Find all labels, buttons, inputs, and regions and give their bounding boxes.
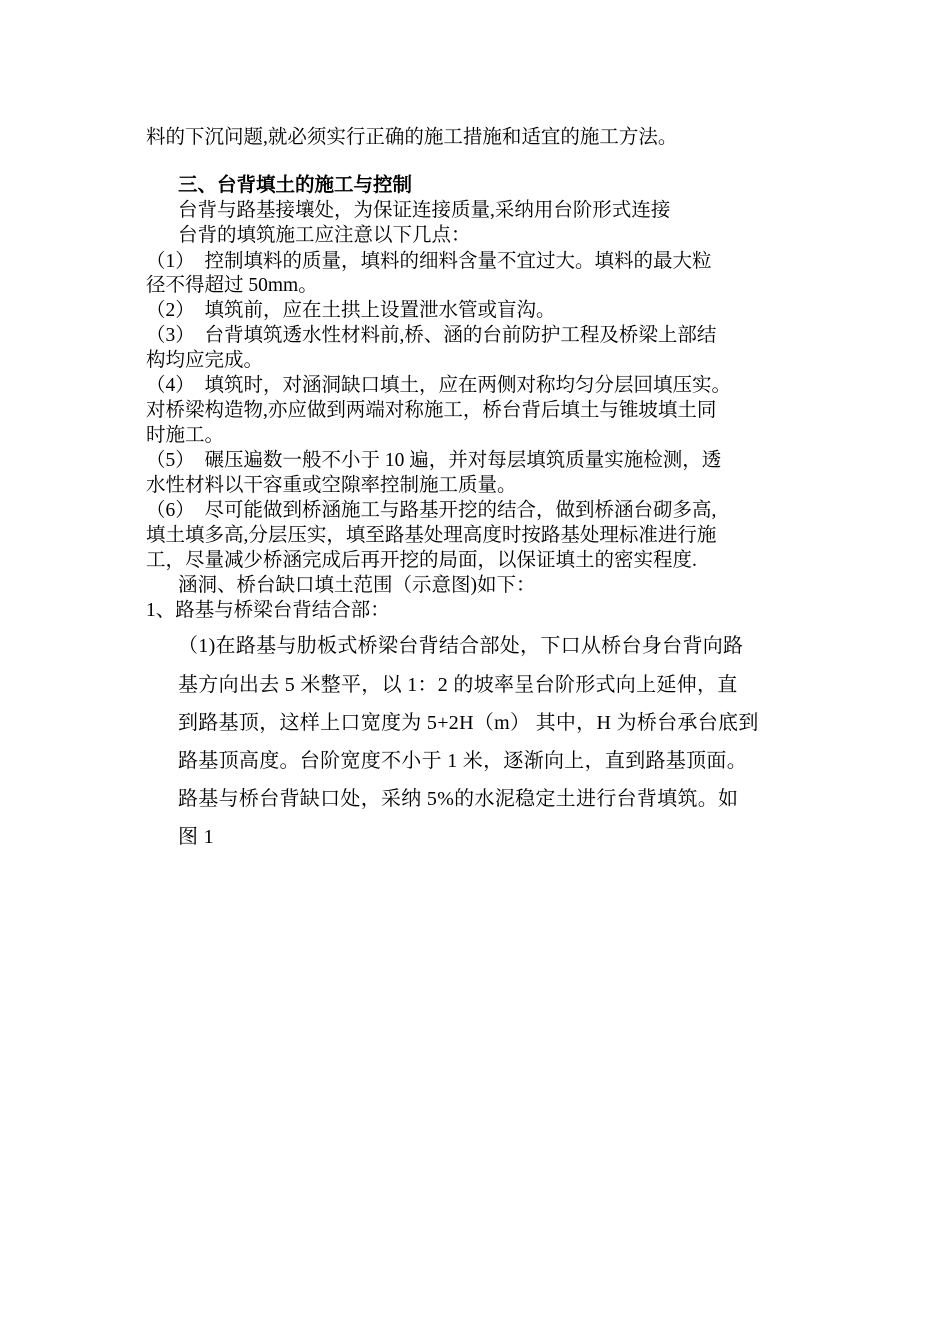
list-item-1: （1） 控制填料的质量，填料的细料含量不宜过大。填料的最大粒 xyxy=(146,251,712,272)
list-item-6-continuation: 工，尽量减少桥涵完成后再开挖的局面，以保证填土的密实程度. xyxy=(146,550,697,571)
figure-intro-line: 涵洞、桥台缺口填土范围（示意图)如下： xyxy=(178,575,536,596)
list-item-4-continuation: 时施工。 xyxy=(146,425,225,446)
paragraph-continuation: 料的下沉问题,就必须实行正确的施工措施和适宜的施工方法。 xyxy=(146,127,678,148)
list-item-6: （6） 尽可能做到桥涵施工与路基开挖的结合，做到桥涵台砌多高, xyxy=(146,500,717,521)
detail-paragraph-line: 路基与桥台背缺口处，采纳 5%的水泥稳定土进行台背填筑。如 xyxy=(178,788,739,810)
section-heading: 三、台背填土的施工与控制 xyxy=(178,175,413,196)
list-item-3: （3） 台背填筑透水性材料前,桥、涵的台前防护工程及桥梁上部结 xyxy=(146,325,717,346)
list-item-4: （4） 填筑时，对涵洞缺口填土，应在两侧对称均匀分层回填压实。 xyxy=(146,375,732,396)
intro-line: 台背与路基接壤处，为保证连接质量,采纳用台阶形式连接 xyxy=(178,200,671,221)
figure-reference: 图 1 xyxy=(178,826,214,848)
list-item-5-continuation: 水性材料以干容重或空隙率控制施工质量。 xyxy=(146,475,517,496)
list-item-3-continuation: 构均应完成。 xyxy=(146,350,264,371)
list-item-6-continuation: 填土填多高,分层压实，填至路基处理高度时按路基处理标准进行施 xyxy=(146,525,717,546)
detail-paragraph-line: 到路基顶，这样上口宽度为 5+2H（m） 其中，H 为桥台承台底到 xyxy=(178,712,759,734)
list-item-2: （2） 填筑前，应在土拱上设置泄水管或盲沟。 xyxy=(146,300,556,321)
intro-line: 台背的填筑施工应注意以下几点： xyxy=(178,225,471,246)
list-item-5: （5） 碾压遍数一般不小于 10 遍，并对每层填筑质量实施检测，透 xyxy=(146,450,722,471)
detail-paragraph-line: 路基顶高度。台阶宽度不小于 1 米，逐渐向上，直到路基顶面。 xyxy=(178,750,747,772)
detail-paragraph-line: 基方向出去 5 米整平，以 1：2 的坡率呈台阶形式向上延伸，直 xyxy=(178,674,738,696)
detail-paragraph-line: （1)在路基与肋板式桥梁台背结合部处，下口从桥台身台背向路 xyxy=(178,635,744,657)
subsection-heading: 1、路基与桥梁台背结合部： xyxy=(146,600,390,621)
list-item-4-continuation: 对桥梁构造物,亦应做到两端对称施工，桥台背后填土与锥坡填土同 xyxy=(146,400,717,421)
list-item-1-continuation: 径不得超过 50mm。 xyxy=(146,275,318,296)
